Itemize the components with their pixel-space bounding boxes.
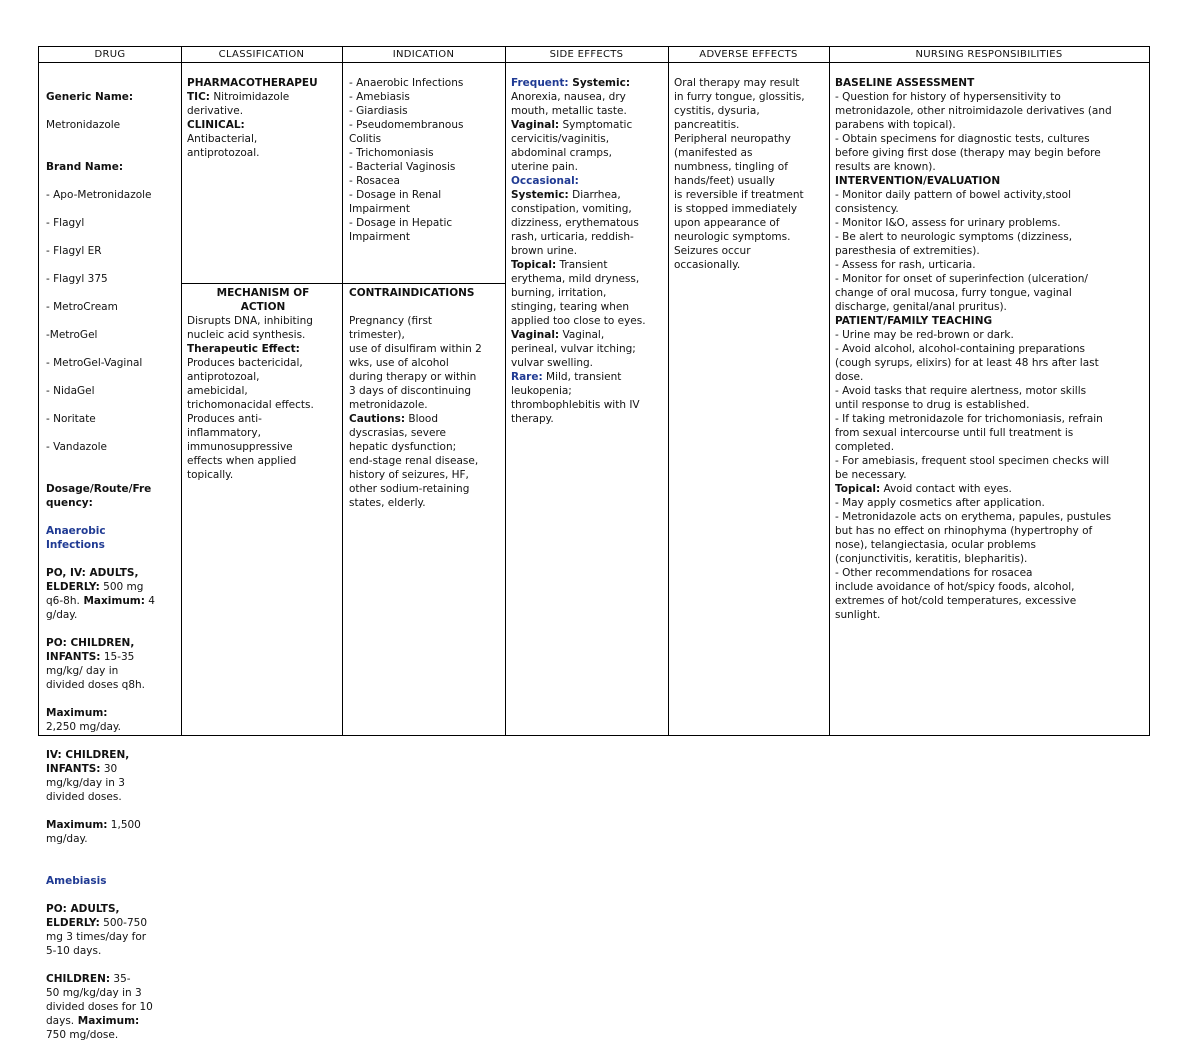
- header-row: [39, 47, 1149, 63]
- topical-text: Transient erythema, mild dryness, burning, irritation, stinging, tearing when applied too close to eyes.: [511, 259, 646, 327]
- indication-list: - Anaerobic Infections - Amebiasis - Giardiasis - Pseudomembranous Colitis - Trichomoniasis - Bacterial Vaginosis - Rosacea - Dosage in Renal Impairment - Dosage in Hepatic Impairment: [349, 77, 464, 243]
- header-adverse-effects: ADVERSE EFFECTS: [699, 49, 798, 60]
- po-children-label: PO: CHILDREN, INFANTS:: [46, 637, 135, 663]
- dosage-label: Dosage/Route/Fre quency:: [46, 483, 152, 509]
- brand-item: - NidaGel: [46, 385, 95, 397]
- vaginal-text: Vaginal, perineal, vulvar itching; vulvar swelling.: [511, 329, 636, 369]
- iv-children-text: 30 mg/kg/day in 3 divided doses.: [46, 763, 125, 803]
- nursing-cell: [835, 76, 1147, 622]
- header-classification: CLASSIFICATION: [218, 49, 305, 60]
- brand-item: - Noritate: [46, 413, 96, 425]
- rare-label: Rare:: [511, 371, 543, 383]
- generic-name-value: Metronidazole: [46, 119, 121, 131]
- brand-item: - Flagyl 375: [46, 273, 108, 285]
- clinical-text: Antibacterial, antiprotozoal.: [187, 133, 260, 159]
- po-iv-text: 500 mg q6-8h.: [46, 581, 144, 607]
- vaginal-label: Vaginal:: [511, 119, 560, 131]
- section-divider: [342, 283, 505, 284]
- amebiasis-title: Amebiasis: [46, 875, 107, 887]
- column-divider: [829, 47, 830, 735]
- occasional-label: Occasional:: [511, 175, 579, 187]
- cautions-text: Blood dyscrasias, severe hepatic dysfunction; end-stage renal disease, history of seizures, HF, other sodium-retaining states, elderly.: [349, 413, 479, 509]
- systemic-label: Systemic:: [511, 189, 569, 201]
- adverse-effects-text: Oral therapy may result in furry tongue, glossitis, cystitis, dysuria, pancreatitis. Peripheral neuropathy (manifested as numbness, tingling of hands/feet) usually is reversible if treatment is stopped immediately upon appearance of neurologic symptoms. Seizures occur occasionally.: [674, 77, 805, 271]
- po-adults-label: PO: ADULTS, ELDERLY:: [46, 903, 120, 929]
- intervention-text: - Monitor daily pattern of bowel activity,stool consistency. - Monitor I&O, assess for urinary problems. - Be alert to neurologic symptoms (dizziness, paresthesia of extremities). - Assess for rash, urticaria. - Monitor for onset of superinfection (ulceration/ change of oral mucosa, furry tongue, vaginal discharge, genital/anal pruritus).: [835, 189, 1088, 313]
- side-effects-cell: [511, 76, 666, 426]
- baseline-text: - Question for history of hypersensitivity to metronidazole, other nitroimidazole derivatives (and parabens with topical). - Obtain specimens for diagnostic tests, cultures before giving first dose (therapy may begin before results are known).: [835, 91, 1112, 173]
- drug-study-table: [38, 46, 1150, 1041]
- vaginal-text: Symptomatic cervicitis/vaginitis, abdominal cramps, uterine pain.: [511, 119, 633, 173]
- brand-item: - MetroGel-Vaginal: [46, 357, 143, 369]
- brand-name-label: Brand Name:: [46, 161, 124, 173]
- intervention-title: INTERVENTION/EVALUATION: [835, 175, 1001, 187]
- brand-item: -MetroGel: [46, 329, 98, 341]
- topical-text: Avoid contact with eyes. - May apply cosmetics after application. - Metronidazole acts on erythema, papules, pustules but has no effect on rhinophyma (hypertrophy of nose), telangiectasia, ocular problems (conjunctivitis, keratitis, blepharitis). - Other recommendations for rosacea: [835, 483, 1112, 579]
- header-drug: DRUG: [94, 49, 126, 60]
- anaerobic-title: Anaerobic Infections: [46, 525, 106, 551]
- brand-item: - MetroCream: [46, 301, 118, 313]
- frequent-label: Frequent:: [511, 77, 569, 89]
- column-divider: [181, 47, 182, 735]
- generic-name-label: Generic Name:: [46, 91, 134, 103]
- topical-label: Topical:: [835, 483, 881, 495]
- baseline-title: BASELINE ASSESSMENT: [835, 77, 975, 89]
- po-iv-label: PO, IV: ADULTS, ELDERLY:: [46, 567, 139, 593]
- systemic-text: Diarrhea, constipation, vomiting, dizziness, erythematous rash, urticaria, reddish- brown urine.: [511, 189, 639, 257]
- clinical-label: CLINICAL:: [187, 119, 245, 131]
- rosacea-text: include avoidance of hot/spicy foods, alcohol, extremes of hot/cold temperatures, excessive sunlight.: [835, 581, 1077, 621]
- mechanism-title: MECHANISM OF ACTION: [216, 287, 310, 313]
- contraindications-text: Pregnancy (first trimester), use of disulfiram within 2 wks, use of alcohol during therapy or within 3 days of discontinuing metronidazole.: [349, 315, 482, 411]
- systemic-text: Anorexia, nausea, dry mouth, metallic taste.: [511, 91, 627, 117]
- column-divider: [668, 47, 669, 735]
- drug-cell: [46, 76, 178, 1042]
- brand-item: - Flagyl ER: [46, 245, 102, 257]
- therapeutic-effect-text: Produces bactericidal, antiprotozoal, amebicidal, trichomonacidal effects. Produces anti- inflammatory, immunosuppressive effects when applied topically.: [187, 357, 314, 481]
- po-children-text: 15-35 mg/kg/ day in divided doses q8h.: [46, 651, 146, 691]
- brand-item: - Vandazole: [46, 441, 107, 453]
- pharmacotherapeutic-label: PHARMACOTHERAPEU TIC:: [187, 77, 318, 103]
- therapeutic-effect-label: Therapeutic Effect:: [187, 343, 300, 355]
- vaginal-label: Vaginal:: [511, 329, 560, 341]
- contraindications-title: CONTRAINDICATIONS: [349, 287, 475, 299]
- topical-label: Topical:: [511, 259, 557, 271]
- brand-item: - Flagyl: [46, 217, 85, 229]
- iv-children-label: IV: CHILDREN, INFANTS:: [46, 749, 130, 775]
- max-text: 2,250 mg/day.: [46, 721, 121, 733]
- rare-text: Mild, transient leukopenia; thrombophlebitis with IV therapy.: [511, 371, 640, 425]
- teaching-text: - Urine may be red-brown or dark. - Avoid alcohol, alcohol-containing preparations (cough syrups, elixirs) for at least 48 hrs after last dose. - Avoid tasks that require alertness, motor skills until response to drug is established. - If taking metronidazole for trichomoniasis, refrain from sexual intercourse until full treatment is completed. - For amebiasis, frequent stool specimen checks will be necessary.: [835, 329, 1110, 481]
- mechanism-text: Disrupts DNA, inhibiting nucleic acid synthesis.: [187, 315, 313, 341]
- max-label: Maximum:: [46, 707, 108, 719]
- cautions-label: Cautions:: [349, 413, 406, 425]
- column-divider: [342, 47, 343, 735]
- header-nursing-responsibilities: NURSING RESPONSIBILITIES: [915, 49, 1063, 60]
- systemic-label: Systemic:: [568, 77, 631, 89]
- max-text: 750 mg/dose.: [46, 1029, 119, 1041]
- header-side-effects: SIDE EFFECTS: [549, 49, 624, 60]
- max-text: 4 g/day.: [46, 595, 155, 621]
- column-divider: [505, 47, 506, 735]
- max-label: Maximum:: [46, 819, 108, 831]
- contraindications-cell: [349, 286, 503, 510]
- po-adults-text: 500-750 mg 3 times/day for 5-10 days.: [46, 917, 148, 957]
- children-label: CHILDREN:: [46, 973, 111, 985]
- max-label: Maximum:: [79, 595, 145, 607]
- teaching-title: PATIENT/FAMILY TEACHING: [835, 315, 993, 327]
- classification-cell: [187, 76, 339, 160]
- brand-item: - Apo-Metronidazole: [46, 189, 152, 201]
- children-text: 35- 50 mg/kg/day in 3 divided doses for 10 days.: [46, 973, 153, 1027]
- section-divider: [181, 283, 342, 284]
- max-label: Maximum:: [74, 1015, 140, 1027]
- header-indication: INDICATION: [392, 49, 455, 60]
- mechanism-cell: [187, 286, 339, 482]
- max-text: 1,500 mg/day.: [46, 819, 141, 845]
- pharmacotherapeutic-text: Nitroimidazole derivative.: [187, 91, 290, 117]
